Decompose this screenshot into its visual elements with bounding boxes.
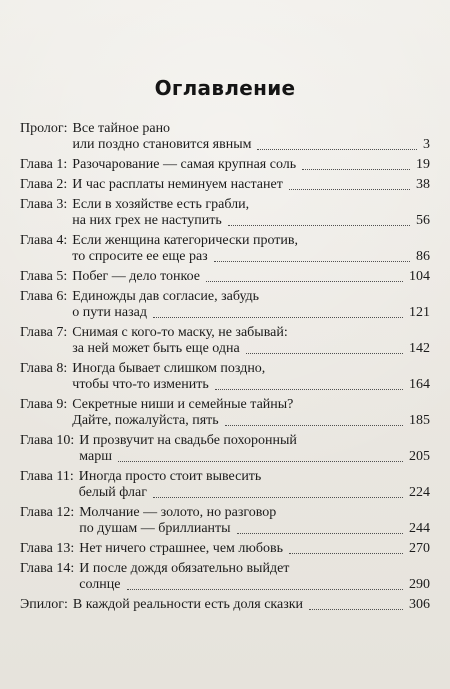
page-number: 164 [409, 377, 430, 392]
toc-entry-title-line: Секретные ниши и семейные тайны? [72, 397, 294, 412]
page-number: 290 [409, 577, 430, 592]
toc-entry-title-line: Снимая с кого-то маску, не забывай: [72, 325, 288, 340]
toc-entry[interactable] [20, 361, 430, 393]
toc-entry[interactable] [20, 597, 430, 613]
toc-entry-final-line [72, 157, 430, 173]
table-of-contents [20, 121, 430, 617]
toc-entry-title [73, 121, 430, 153]
toc-entry[interactable] [20, 177, 430, 193]
dot-leader [246, 353, 403, 354]
dot-leader [215, 389, 403, 390]
toc-entry-title-line: Нет ничего страшнее, чем любовь [79, 541, 283, 556]
page-number: 56 [416, 213, 430, 228]
toc-entry-final-line [79, 541, 430, 557]
dot-leader [302, 169, 410, 170]
toc-entry-title [79, 505, 430, 537]
toc-entry-title [79, 541, 430, 557]
toc-entry-title [72, 361, 430, 393]
toc-entry-title-line: белый флаг [78, 485, 147, 500]
dot-leader [237, 533, 403, 534]
toc-entry-title-line: И час расплаты неминуем настанет [72, 177, 283, 192]
toc-entry-final-line [79, 485, 430, 501]
toc-entry-final-line [72, 177, 430, 193]
dot-leader [153, 497, 403, 498]
toc-entry-final-line [72, 341, 430, 357]
page-number: 244 [409, 521, 430, 536]
toc-entry-title [72, 289, 430, 321]
toc-entry[interactable] [20, 121, 430, 153]
dot-leader [228, 225, 410, 226]
toc-entry-label: Глава 3: [20, 197, 68, 212]
toc-entry[interactable] [20, 469, 430, 501]
toc-entry-label: Пролог: [20, 121, 68, 136]
dot-leader [309, 609, 403, 610]
toc-entry-label: Глава 1: [20, 157, 68, 172]
toc-entry-title-line: Разочарование — самая крупная соль [72, 157, 297, 172]
page-number: 86 [416, 249, 430, 264]
toc-entry-label: Глава 9: [20, 397, 68, 412]
toc-entry-final-line [72, 305, 430, 321]
toc-entry-title-line: по душам — бриллианты [79, 521, 231, 536]
toc-entry-final-line [79, 449, 430, 465]
dot-leader [127, 589, 404, 590]
dot-leader [257, 149, 417, 150]
toc-entry[interactable] [20, 505, 430, 537]
toc-entry-label: Глава 4: [20, 233, 68, 248]
toc-entry-title-line: Дайте, пожалуйста, пять [72, 413, 219, 428]
toc-entry-label: Глава 14: [20, 561, 75, 576]
toc-entry-title-line: Если женщина категорически против, [72, 233, 298, 248]
toc-entry-title-line: И после дождя обязательно выйдет [79, 561, 290, 576]
toc-entry-title-line: то спросите ее еще раз [72, 249, 208, 264]
dot-leader [289, 553, 403, 554]
toc-entry-final-line [72, 269, 430, 285]
toc-entry-title-line: солнце [79, 577, 121, 592]
toc-entry-label: Глава 2: [20, 177, 68, 192]
toc-entry-title [79, 469, 430, 501]
toc-entry-label: Глава 5: [20, 269, 68, 284]
toc-entry-title [72, 325, 430, 357]
toc-entry-title-line: Побег — дело тонкое [72, 269, 201, 284]
toc-entry-label: Эпилог: [20, 597, 68, 612]
page-number: 205 [409, 449, 430, 464]
toc-entry-title-line: или поздно становится явным [72, 137, 252, 152]
toc-entry-final-line [79, 521, 430, 537]
toc-entry-title [79, 433, 430, 465]
toc-entry[interactable] [20, 325, 430, 357]
page-title: Оглавление [154, 76, 296, 101]
toc-entry-label: Глава 6: [20, 289, 68, 304]
toc-entry-title [72, 269, 430, 285]
toc-entry-title-line: Иногда бывает слишком поздно, [72, 361, 266, 376]
toc-entry-title [72, 177, 430, 193]
toc-entry-title-line: Единожды дав согласие, забудь [72, 289, 260, 304]
page-number: 3 [423, 137, 430, 152]
page-number: 38 [416, 177, 430, 192]
toc-entry-final-line [73, 597, 430, 613]
toc-entry-final-line [72, 413, 430, 429]
toc-entry-title-line: чтобы что-то изменить [72, 377, 209, 392]
toc-entry[interactable] [20, 269, 430, 285]
page-number: 121 [409, 305, 430, 320]
toc-entry[interactable] [20, 157, 430, 173]
toc-entry-title [72, 197, 430, 229]
toc-entry-final-line [79, 577, 430, 593]
page-number: 270 [409, 541, 430, 556]
toc-entry-title-line: марш [79, 449, 113, 464]
toc-entry-final-line [72, 377, 430, 393]
page-number: 224 [409, 485, 430, 500]
dot-leader [206, 281, 403, 282]
toc-entry[interactable] [20, 433, 430, 465]
toc-entry[interactable] [20, 541, 430, 557]
toc-entry-title-line: о пути назад [72, 305, 147, 320]
toc-entry-label: Глава 13: [20, 541, 75, 556]
toc-entry-title-line: на них грех не наступить [72, 213, 222, 228]
toc-entry-final-line [72, 249, 430, 265]
toc-entry-title [72, 233, 430, 265]
toc-entry-title [72, 157, 430, 173]
toc-entry[interactable] [20, 197, 430, 229]
toc-entry-label: Глава 10: [20, 433, 75, 448]
dot-leader [289, 189, 410, 190]
toc-entry-label: Глава 12: [20, 505, 75, 520]
toc-entry-title-line: Все тайное рано [72, 121, 171, 136]
toc-entry-label: Глава 7: [20, 325, 68, 340]
toc-entry-title-line: Молчание — золото, но разговор [79, 505, 277, 520]
toc-entry-title [72, 397, 430, 429]
dot-leader [153, 317, 403, 318]
page-number: 19 [416, 157, 430, 172]
page-number: 104 [409, 269, 430, 284]
toc-entry[interactable] [20, 561, 430, 593]
toc-entry-final-line [73, 137, 430, 153]
page-number: 142 [409, 341, 430, 356]
toc-entry-title-line: за ней может быть еще одна [72, 341, 240, 356]
dot-leader [225, 425, 403, 426]
page-number: 185 [409, 413, 430, 428]
toc-entry-label: Глава 11: [20, 469, 74, 484]
toc-entry-title-line: Если в хозяйстве есть грабли, [72, 197, 250, 212]
dot-leader [214, 261, 410, 262]
toc-entry-title-line: И прозвучит на свадьбе похоронный [79, 433, 297, 448]
toc-entry[interactable] [20, 233, 430, 265]
dot-leader [118, 461, 403, 462]
toc-entry-final-line [72, 213, 430, 229]
toc-entry-title [79, 561, 430, 593]
page-number: 306 [409, 597, 430, 612]
toc-entry-title-line: Иногда просто стоит вывесить [78, 469, 262, 484]
toc-entry-title-line: В каждой реальности есть доля сказки [72, 597, 304, 612]
toc-entry-label: Глава 8: [20, 361, 68, 376]
toc-entry[interactable] [20, 397, 430, 429]
toc-entry[interactable] [20, 289, 430, 321]
toc-entry-title [73, 597, 430, 613]
